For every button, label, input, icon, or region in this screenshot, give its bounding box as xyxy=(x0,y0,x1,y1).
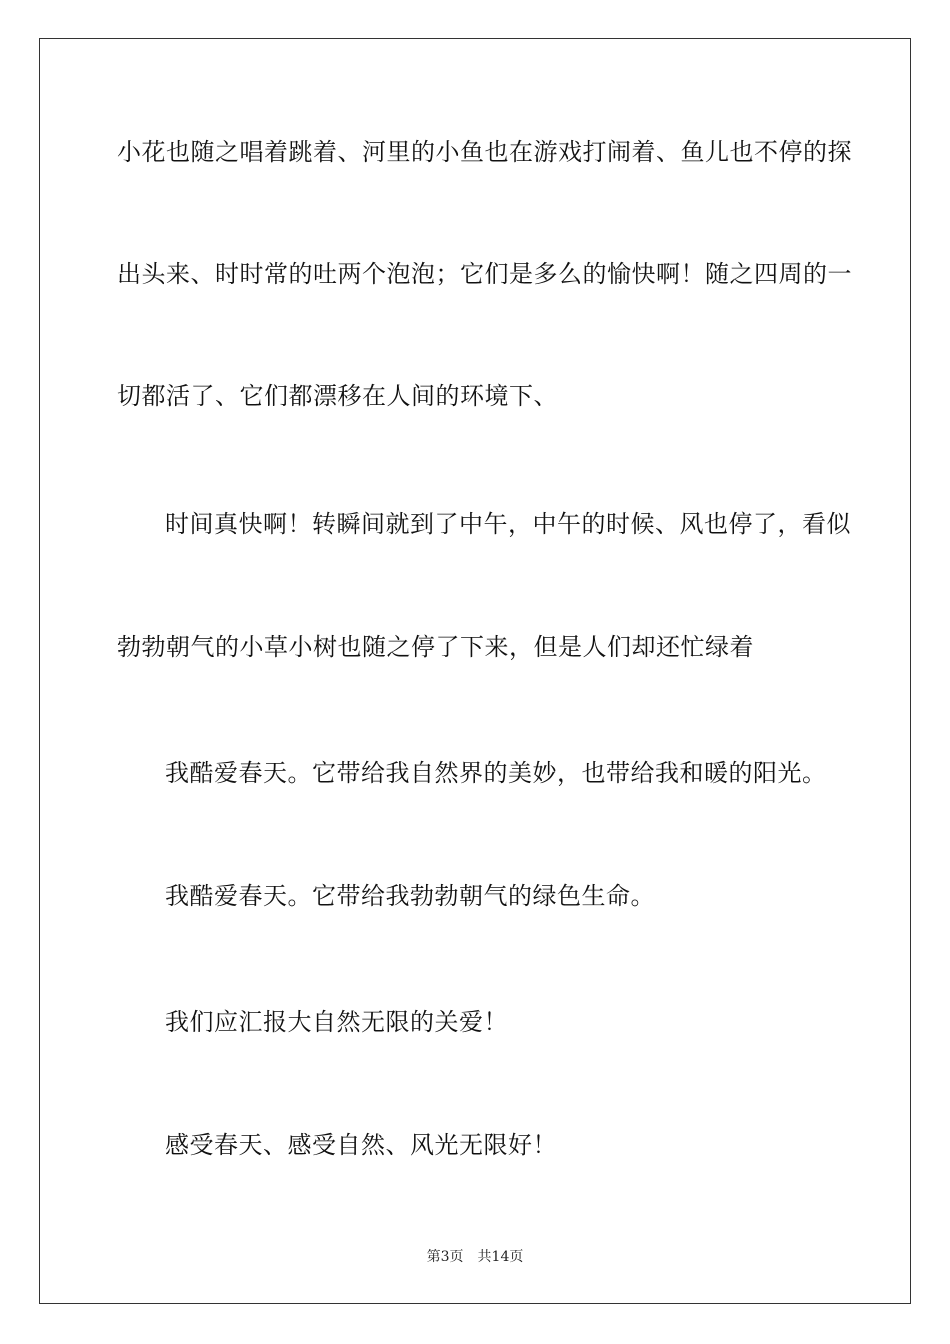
paragraph-line: 我酷爱春天。它带给我自然界的美妙，也带给我和暖的阳光。 xyxy=(165,759,827,787)
page-total: 共14页 xyxy=(477,1249,524,1265)
paragraph-line: 小花也随之唱着跳着、河里的小鱼也在游戏打闹着、鱼儿也不停的探 xyxy=(117,138,852,166)
paragraph-line: 我酷爱春天。它带给我勃勃朝气的绿色生命。 xyxy=(165,882,655,910)
paragraph-line: 我们应汇报大自然无限的关爱！ xyxy=(165,1008,508,1036)
paragraph-line: 时间真快啊！转瞬间就到了中午，中午的时候、风也停了，看似 xyxy=(165,510,851,538)
page-number: 第3页 xyxy=(426,1249,464,1265)
paragraph-line: 出头来、时时常的吐两个泡泡；它们是多么的愉快啊！随之四周的一 xyxy=(117,260,852,288)
paragraph-line: 感受春天、感受自然、风光无限好！ xyxy=(165,1131,557,1159)
paragraph-line: 勃勃朝气的小草小树也随之停了下来，但是人们却还忙绿着 xyxy=(117,633,754,661)
paragraph-line: 切都活了、它们都漂移在人间的环境下、 xyxy=(117,382,558,410)
page-border xyxy=(39,38,911,1304)
page-footer xyxy=(0,1248,950,1266)
